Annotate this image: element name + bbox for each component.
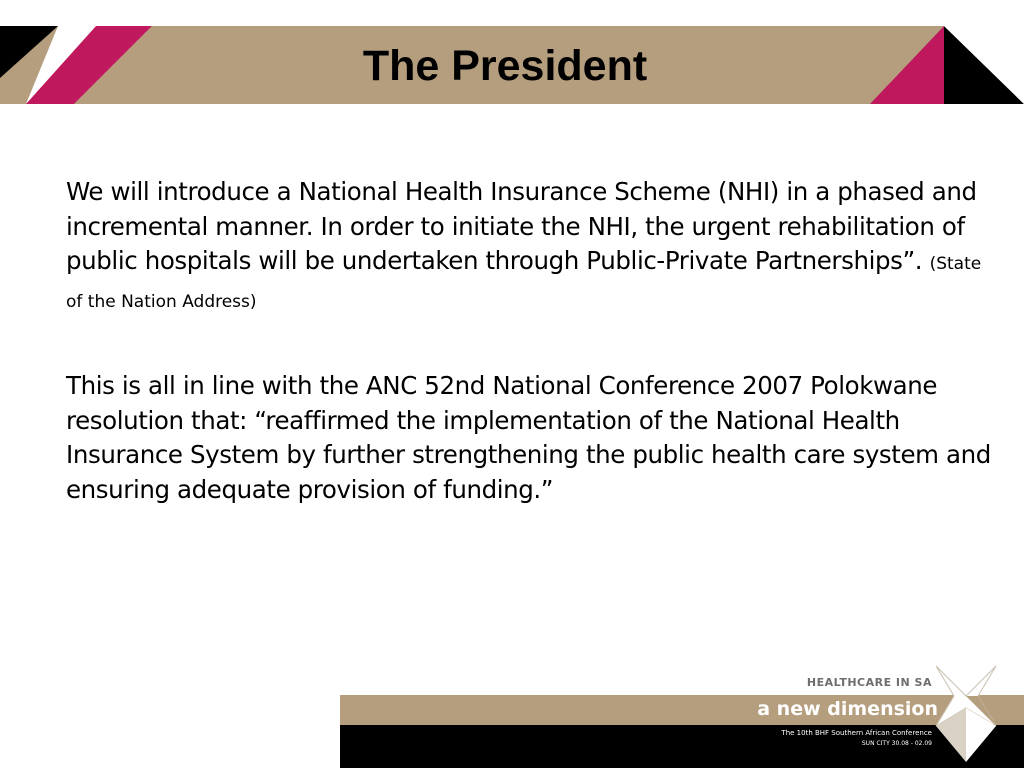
conference-name: The 10th BHF Southern African Conference xyxy=(781,729,932,737)
citation: (State of the Nation Address) xyxy=(66,254,982,312)
conference-venue-dates: SUN CITY 30.08 - 02.09 xyxy=(861,740,932,747)
tagline: a new dimension xyxy=(757,698,938,720)
star-logo-icon xyxy=(932,662,1000,762)
paragraph-text: We will introduce a National Health Insurance Scheme (NHI) in a phased and incremental manner. In order to initiate the NHI, the urgent rehabilitation of public hospitals will be undertaken through Public-Private Partnerships”. xyxy=(66,177,977,275)
paragraph-nhi-quote xyxy=(66,175,996,319)
slide-body xyxy=(66,175,996,557)
slide-title: The President xyxy=(362,42,648,90)
paragraph-anc-resolution: This is all in line with the ANC 52nd National Conference 2007 Polokwane resolution that: “reaffirmed the implementation of the National Health Insurance System by further strengthening the public health care system and ensuring adequate provision of funding.” xyxy=(66,371,991,504)
healthcare-label: HEALTHCARE IN SA xyxy=(806,676,932,689)
